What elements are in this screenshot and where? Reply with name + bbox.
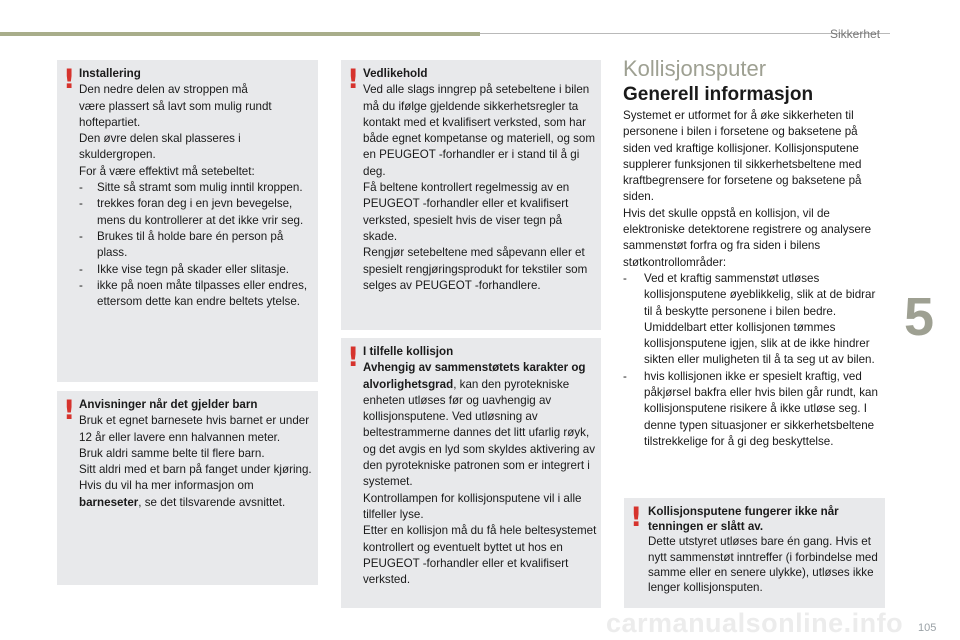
- page-number: 105: [918, 622, 937, 634]
- section-label: Sikkerhet: [830, 27, 881, 41]
- box-text: Bruk et egnet barnesete hvis barnet er under 12 år eller lavere enn halvannen meter.: [79, 414, 310, 444]
- box-installering: [57, 60, 318, 382]
- list-item: - Ikke vise tegn på skader eller slitasje.: [79, 262, 313, 278]
- box-title: Kollisjonsputene fungerer ikke når tenningen er slått av.: [648, 505, 839, 534]
- box-bullet-list: [79, 180, 313, 310]
- box-text: Hvis du vil ha mer informasjon om: [79, 479, 254, 493]
- list-item: - Ved et kraftig sammenstøt utløses kollisjonsputene øyeblikkelig, slik at de bidrar til å beskytte personene i bilen bedre. Umiddelbart etter kollisjonen tømmes kollisjonsputene igjen, slik at de ikke hindrer sikten eller muligheten til å ta seg ut av bilen.: [623, 271, 885, 369]
- box-text-line: Den øvre delen skal plasseres i: [79, 132, 241, 146]
- warning-icon: !: [63, 395, 76, 426]
- page-title: Kollisjonsputer: [623, 56, 767, 81]
- warning-icon: !: [347, 342, 360, 373]
- box-text-line: skuldergropen.: [79, 148, 156, 162]
- box-text-line: Den nedre delen av stroppen må: [79, 83, 248, 97]
- list-item: - Sitte så stramt som mulig inntil kroppen.: [79, 180, 313, 196]
- box-title: Vedlikehold: [363, 67, 428, 80]
- box-kollisjon: [341, 338, 601, 608]
- box-title: Anvisninger når det gjelder barn: [79, 398, 258, 411]
- box-text-line: være plassert så lavt som mulig rundt: [79, 99, 272, 113]
- box-text: [363, 360, 599, 490]
- box-text: Rengjør setebeltene med såpevann eller et spesielt rengjøringsprodukt for tekstiler som selges av PEUGEOT -forhandlere.: [363, 246, 588, 292]
- list-item: - Brukes til å holde bare én person på plass.: [79, 229, 313, 262]
- list-item: - hvis kollisjonen ikke er spesielt kraftig, ved påkjørsel bakfra eller hvis bilen går rundt, kan kollisjonsputene risikere å ikke utløse seg. I denne typen situasjoner er sikkerhetsbeltene tilstrekkelige for å gi deg beskyttelse.: [623, 369, 885, 450]
- box-text: Etter en kollisjon må du få hele beltesystemet kontrollert og eventuelt byttet ut hos en PEUGEOT -forhandler eller et kvalifisert verksted.: [363, 524, 597, 587]
- warning-icon: !: [63, 64, 76, 95]
- paragraph: Hvis det skulle oppstå en kollisjon, vil de elektroniske detektorene registrere og analysere sammenstøt forfra og fra siden i bilens støtkontrollområder:: [623, 206, 872, 269]
- box-text: [79, 495, 313, 511]
- chapter-number: 5: [904, 287, 935, 347]
- box-text-rest: , se det tilsvarende avsnittet.: [138, 495, 286, 509]
- box-title: I tilfelle kollisjon: [363, 345, 454, 358]
- section-subtitle: Generell informasjon: [623, 84, 814, 105]
- box-text: Ved alle slags inngrep på setebeltene i bilen må du ifølge gjeldende sikkerhetsregler ta kontakt med et kvalifisert verksted, som har både egnet kompetanse og materiell, og som en PEUGEOT -forhandler er i stand til å gi deg.: [363, 83, 596, 178]
- box-text-line: hoftepartiet.: [79, 115, 141, 129]
- box-title: Installering: [79, 67, 141, 80]
- airbag-info-body: [623, 108, 885, 450]
- bullet-list: [623, 271, 885, 450]
- bold-term: barneseter: [79, 495, 139, 509]
- box-ikke-utlost: [624, 498, 885, 608]
- warning-icon: !: [630, 502, 643, 533]
- list-item: - ikke på noen måte tilpasses eller endres, ettersom dette kan endre beltets ytelse.: [79, 278, 313, 311]
- box-text-rest: , kan den pyrotekniske enheten utløses før og uavhengig av kollisjonsputene. Ved utløsning av beltestrammerne dannes det litt ufarlig røyk, og det avgis en lyd som skyldes aktivering av den pyrotekniske patronen som er integrert i systemet.: [363, 377, 595, 489]
- box-text: Sitt aldri med et barn på fanget under kjøring.: [79, 463, 312, 477]
- box-text-line: For å være effektivt må setebeltet:: [79, 164, 255, 178]
- box-text: Bruk aldri samme belte til flere barn.: [79, 446, 265, 460]
- bold-term: Avhengig av sammenstøtets karakter og alvorlighetsgrad: [363, 361, 586, 391]
- header-rule-accent: [0, 32, 480, 36]
- box-text: Få beltene kontrollert regelmessig av en PEUGEOT -forhandler eller et kvalifisert verksted, spesielt hvis de viser tegn på skade.: [363, 181, 570, 243]
- header-rule: [480, 33, 890, 34]
- box-vedlikehold: [341, 60, 601, 330]
- box-text: Dette utstyret utløses bare én gang. Hvis et nytt sammenstøt inntreffer (i forbindelse med samme eller en senere ulykke), utløses ikke lenger kollisjonsputen.: [648, 535, 878, 595]
- watermark: carmanualsonline.info: [606, 608, 904, 638]
- list-item: - trekkes foran deg i en jevn bevegelse, mens du kontrollerer at det ikke vrir seg.: [79, 196, 313, 229]
- box-barn: [57, 391, 318, 585]
- box-text: Kontrollampen for kollisjonsputene vil i alle tilfeller lyse.: [363, 491, 582, 521]
- paragraph: Systemet er utformet for å øke sikkerheten til personene i bilen i forsetene og baksetene på siden ved kraftige kollisjoner. Kollisjonsputene supplerer funksjonen til sikkerhetsbeltene med kraftbegrensere for forsetene og baksetene på siden.: [623, 109, 862, 204]
- warning-icon: !: [347, 64, 360, 95]
